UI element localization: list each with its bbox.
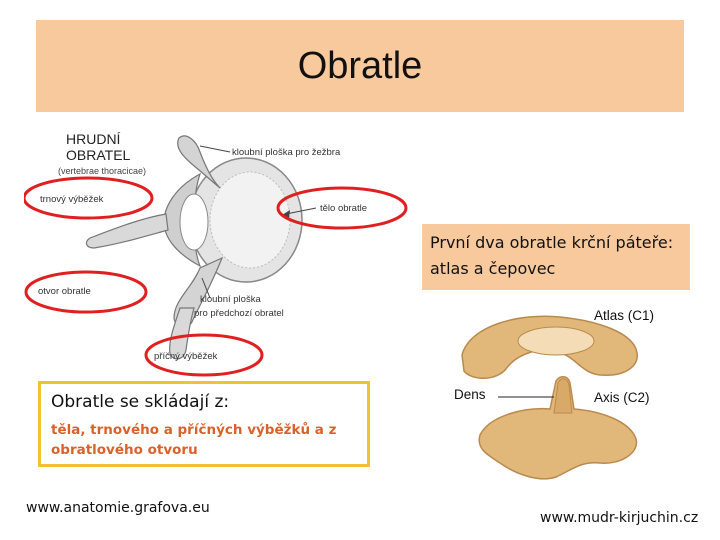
label-atlas: Atlas (C1)	[594, 308, 655, 323]
label-axis: Axis (C2)	[594, 390, 650, 405]
label-articular-facet-line1: kloubní ploška	[200, 294, 261, 305]
slide-title: Obratle	[297, 44, 423, 87]
upper-pedicle-shape	[178, 136, 220, 188]
vertebral-body-inner	[210, 172, 290, 268]
label-spinous-process: trnový výběžek	[40, 194, 104, 205]
composition-info-box	[38, 381, 370, 467]
thoracic-vertebra-diagram	[24, 118, 424, 380]
diagram-heading-line1: HRUDNÍ	[66, 131, 121, 147]
label-vertebral-body: tělo obratle	[320, 203, 368, 214]
label-dens: Dens	[454, 387, 486, 402]
atlas-axis-diagram	[430, 295, 710, 490]
title-bar	[36, 20, 684, 112]
info-box-detail: těla, trnového a příčných výběžků a z obratlového otvoru	[51, 422, 337, 458]
cervical-callout: První dva obratle krční páteře: atlas a čepovec	[422, 224, 690, 290]
source-link-right[interactable]: www.mudr-kirjuchin.cz	[540, 510, 699, 526]
label-articular-facet-line2: pro předchozí obratel	[194, 308, 284, 319]
vertebral-foramen-shape	[180, 194, 208, 250]
label-rib-facet: kloubní ploška pro žežbra	[232, 147, 341, 158]
label-transverse-process: příčný výběžek	[154, 351, 218, 362]
label-vertebral-foramen: otvor obratle	[38, 286, 91, 297]
diagram-heading-sub: (vertebrae thoracicae)	[58, 166, 147, 176]
source-link-left[interactable]: www.anatomie.grafova.eu	[26, 500, 210, 516]
info-box-lead: Obratle se skládají z:	[51, 392, 230, 412]
atlas-foramen-shape	[518, 327, 594, 355]
diagram-heading-line2: OBRATEL	[66, 147, 131, 163]
